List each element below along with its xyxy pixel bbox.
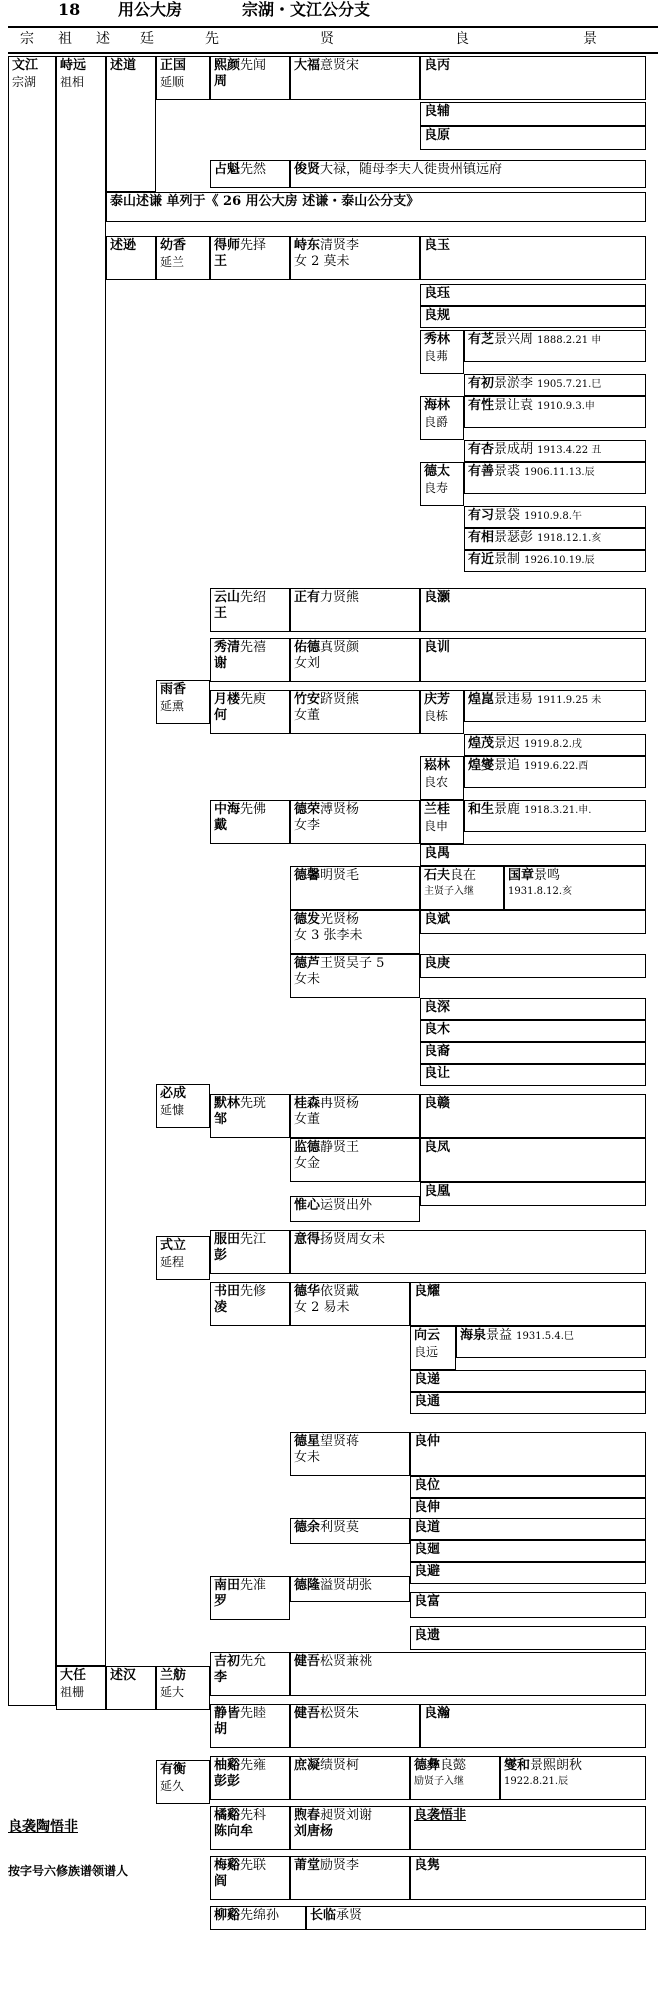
liang-cell: 良仲 [410, 1432, 646, 1476]
liang-cell: 兰桂 良申 [420, 800, 464, 844]
liang-cell: 良深 [420, 998, 646, 1020]
keeper-name: 良袭陶悟非 [8, 1819, 78, 1835]
page-number: 18 [58, 0, 81, 19]
liang-cell: 崧林 良农 [420, 756, 464, 800]
liang-cell: 良凤 [420, 1138, 646, 1182]
lineage-title: 宗湖・文江公分支 [242, 0, 371, 19]
ting-cell: 幼香 延兰 [156, 236, 210, 280]
liang-cell: 庆芳 良栋 [420, 690, 464, 734]
xian-gen-cell: 峙东清贤李 女 2 莫未 [290, 236, 420, 280]
xian-gen-cell: 长临承贤 [306, 1906, 646, 1930]
liang-cell: 良裔 [420, 1042, 646, 1064]
liang-cell: 良位 [410, 1476, 646, 1498]
jing-cell: 有近景制 1926.10.19.辰 [464, 550, 646, 572]
gen-label: 祖 [58, 31, 72, 47]
jing-cell: 有相景瑟彭 1918.12.1.亥 [464, 528, 646, 550]
liang-cell: 良庚 [420, 954, 646, 978]
xian-cell: 熙颜先闻 周 [210, 56, 290, 100]
jing-cell: 煌燮景追 1919.6.22.酉 [464, 756, 646, 788]
taishan-note: 泰山述谦 单列于《 26 用公大房 述谦・泰山公分支》 [106, 192, 646, 222]
jing-cell: 有初景淤李 1905.7.21.巳 [464, 374, 646, 396]
xian-gen-cell: 健吾松贤朱 [290, 1704, 420, 1748]
liang-cell: 良道 [410, 1518, 646, 1540]
liang-cell: 德彝良懿 励贤子入继 [410, 1756, 500, 1800]
xian-gen-cell: 惟心运贤出外 [290, 1196, 420, 1222]
jing-cell: 燮和景熙朗秋 1922.8.21.辰 [500, 1756, 646, 1800]
generation-header [8, 26, 658, 54]
xian-cell: 云山先绍 王 [210, 588, 290, 632]
liang-cell: 良珏 [420, 284, 646, 306]
xian-gen-cell: 庶凝绩贤柯 [290, 1756, 410, 1800]
xian-cell: 柳谿先绵孙 [210, 1906, 306, 1930]
xian-gen-cell: 德华依贤戴 女 2 易未 [290, 1282, 410, 1326]
liang-cell: 良隽 [410, 1856, 646, 1900]
shu-cell: 述道 [106, 56, 156, 192]
liang-cell: 向云 良远 [410, 1326, 456, 1370]
ting-cell: 兰舫 延大 [156, 1666, 210, 1710]
gen-label: 廷 [140, 31, 154, 47]
ting-cell: 式立 延程 [156, 1236, 210, 1280]
zu-cell: 峙远 祖相 [56, 56, 106, 1666]
jing-cell: 有杏景成胡 1913.4.22 丑 [464, 440, 646, 462]
jing-cell: 煌崑景违易 1911.9.25 未 [464, 690, 646, 722]
xian-gen-cell: 德余利贤莫 [290, 1518, 410, 1544]
liang-cell: 良递 [410, 1370, 646, 1392]
xian-gen-cell: 桂森冉贤杨 女董 [290, 1094, 420, 1138]
jing-cell: 国章景鸣 1931.8.12.亥 [504, 866, 646, 910]
liang-cell: 良瀚 [420, 1704, 646, 1748]
gen-label: 宗 [20, 31, 34, 47]
liang-cell: 良原 [420, 126, 646, 150]
xian-gen-cell: 德发光贤杨 女 3 张李未 [290, 910, 420, 954]
liang-cell: 良斌 [420, 910, 646, 934]
liang-cell: 良耀 [410, 1282, 646, 1326]
xian-cell: 得师先择 王 [210, 236, 290, 280]
liang-cell: 良辅 [420, 102, 646, 126]
xian-cell: 中海先佛 戴 [210, 800, 290, 844]
liang-cell: 德太 良寿 [420, 462, 464, 506]
gen-label: 述 [96, 31, 110, 47]
xian-cell: 月楼先庾 何 [210, 690, 290, 734]
liang-cell: 海林 良爵 [420, 396, 464, 440]
gen-label: 先 [205, 31, 219, 47]
xian-gen-cell: 监德静贤王 女金 [290, 1138, 420, 1182]
jing-cell: 有芝景兴周 1888.2.21 申 [464, 330, 646, 362]
xian-cell: 占魁先然 [210, 160, 290, 188]
xian-gen-cell: 德荣溥贤杨 女李 [290, 800, 420, 844]
xian-cell: 书田先修 凌 [210, 1282, 290, 1326]
liang-cell: 良廻 [410, 1540, 646, 1562]
xian-cell: 秀清先禧 谢 [210, 638, 290, 682]
xian-gen-cell: 大福意贤宋 [290, 56, 420, 100]
xian-cell: 梅谿先联 阎 [210, 1856, 290, 1900]
ting-cell: 正国 延顺 [156, 56, 210, 100]
zu-cell: 大任 祖栅 [56, 1666, 106, 1710]
jing-cell: 和生景鹿 1918.3.21.申. [464, 800, 646, 832]
liang-cell: 良规 [420, 306, 646, 328]
xian-gen-cell: 煦春昶贤刘谢 刘唐杨 [290, 1806, 410, 1850]
liang-cell: 良灏 [420, 588, 646, 632]
xian-gen-cell: 意得扬贤周女未 [290, 1230, 646, 1274]
liang-cell: 良通 [410, 1392, 646, 1414]
xian-gen-cell: 健吾松贤兼祧 [290, 1652, 646, 1696]
xian-cell: 默林先珖 邹 [210, 1094, 290, 1138]
ting-cell: 有衡 延久 [156, 1760, 210, 1804]
xian-gen-cell: 正有力贤熊 [290, 588, 420, 632]
liang-cell: 良袭悟非 [410, 1806, 646, 1850]
branch-title: 用公大房 [118, 0, 183, 19]
xian-gen-cell: 德芦王贤吴子 5 女未 [290, 954, 420, 998]
keeper-role: 按字号六修族谱领谱人 [8, 1864, 129, 1878]
jing-cell: 煌茂景迟 1919.8.2.戌 [464, 734, 646, 756]
liang-cell: 良伸 [410, 1498, 646, 1520]
jing-cell: 海泉景益 1931.5.4.巳 [456, 1326, 646, 1358]
xian-cell: 柚谿先雍 彭彭 [210, 1756, 290, 1800]
shu-cell: 述汉 [106, 1666, 156, 1710]
xian-cell: 吉初先允 李 [210, 1652, 290, 1696]
xian-gen-cell: 德星望贤蒋 女未 [290, 1432, 410, 1476]
xian-gen-cell: 竹安跻贤熊 女董 [290, 690, 420, 734]
ting-cell: 雨香 延熏 [156, 680, 210, 724]
gen-label: 景 [583, 31, 597, 47]
zong-cell: 文江 宗湖 [8, 56, 56, 1706]
jing-cell: 有善景裘 1906.11.13.辰 [464, 462, 646, 494]
gen-label: 良 [455, 31, 469, 47]
liang-cell: 良禺 [420, 844, 646, 866]
liang-cell: 良赣 [420, 1094, 646, 1138]
jing-cell: 有习景袋 1910.9.8.午 [464, 506, 646, 528]
liang-cell: 良遗 [410, 1626, 646, 1650]
jing-cell: 有性景让袁 1910.9.3.申 [464, 396, 646, 428]
xian-cell: 服田先江 彭 [210, 1230, 290, 1274]
liang-cell: 良让 [420, 1064, 646, 1086]
liang-cell: 良木 [420, 1020, 646, 1042]
shu-cell: 述逊 [106, 236, 156, 280]
xian-gen-cell: 德隆溢贤胡张 [290, 1576, 410, 1602]
xian-gen-cell: 佑德真贤颜 女刘 [290, 638, 420, 682]
ting-cell: 必成 延慷 [156, 1084, 210, 1128]
xian-gen-cell: 俊贤大禄，随母李夫人徙贵州镇远府 [290, 160, 646, 188]
xian-gen-cell: 莆堂励贤李 [290, 1856, 410, 1900]
liang-cell: 良富 [410, 1592, 646, 1618]
liang-cell: 秀林 良茀 [420, 330, 464, 374]
liang-cell: 良丙 [420, 56, 646, 100]
gen-label: 贤 [320, 31, 334, 47]
liang-cell: 良玉 [420, 236, 646, 280]
liang-cell: 石夫良在 主贤子入继 [420, 866, 504, 910]
liang-cell: 良训 [420, 638, 646, 682]
xian-cell: 南田先准 罗 [210, 1576, 290, 1620]
xian-cell: 静皆先睦 胡 [210, 1704, 290, 1748]
liang-cell: 良避 [410, 1562, 646, 1584]
xian-cell: 橘谿先科 陈向牟 [210, 1806, 290, 1850]
liang-cell: 良凰 [420, 1182, 646, 1206]
xian-gen-cell: 德馨明贤毛 [290, 866, 420, 910]
